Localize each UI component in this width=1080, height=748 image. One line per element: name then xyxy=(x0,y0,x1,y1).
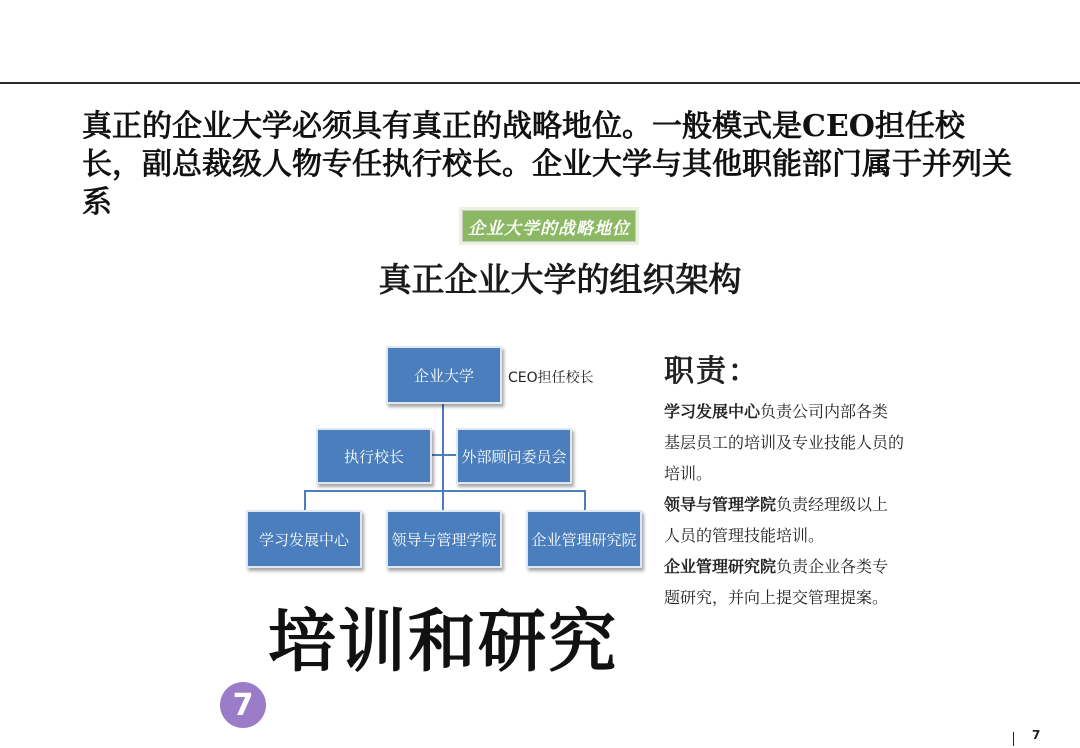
duties-title: 职责： xyxy=(664,354,760,389)
duty-item-3-text: 负责企业各类专题研究，并向上提交管理提案。 xyxy=(664,557,889,607)
slide-headline: 真正的企业大学必须具有真正的战略地位。一般模式是CEO担任校长，副总裁级人物专任执行校长。企业大学与其他职能部门属于并列关系 xyxy=(82,109,1012,220)
org-chart-title: 真正企业大学的组织架构 xyxy=(378,260,742,299)
duty-item-2 xyxy=(664,495,888,545)
duty-item-1-label: 学习发展中心 xyxy=(664,402,761,421)
org-box-university: 企业大学 xyxy=(386,346,502,404)
org-box-executive-principal: 执行校长 xyxy=(316,428,432,484)
duties-list xyxy=(664,396,904,613)
top-divider xyxy=(0,82,1080,84)
org-box-leadership-college: 领导与管理学院 xyxy=(386,510,502,568)
connector-bottom-horizontal xyxy=(304,490,586,492)
page-number-separator xyxy=(1013,732,1014,746)
org-box-research-institute: 企业管理研究院 xyxy=(526,510,642,568)
duty-item-1 xyxy=(664,402,904,483)
connector-top-vertical xyxy=(442,404,444,490)
duty-item-2-label: 领导与管理学院 xyxy=(664,495,777,514)
connector-right-drop xyxy=(584,490,586,510)
org-box-advisory-committee: 外部顾问委员会 xyxy=(456,428,572,484)
duty-item-1-text: 负责公司内部各类基层员工的培训及专业技能人员的培训。 xyxy=(664,402,905,483)
duty-item-2-text: 负责经理级以上人员的管理技能培训。 xyxy=(664,495,889,545)
strategy-badge: 企业大学的战略地位 xyxy=(462,210,636,242)
section-number-badge: 7 xyxy=(220,682,266,728)
connector-left-drop xyxy=(304,490,306,510)
page-number: 7 xyxy=(1032,728,1041,742)
org-box-learning-center: 学习发展中心 xyxy=(246,510,362,568)
ceo-note: CEO担任校长 xyxy=(508,370,594,386)
duty-item-3 xyxy=(664,557,888,607)
connector-center-drop xyxy=(442,490,444,510)
duty-item-3-label: 企业管理研究院 xyxy=(664,557,777,576)
slogan: 培训和研究 xyxy=(268,603,619,682)
connector-mid-horizontal xyxy=(432,454,456,456)
